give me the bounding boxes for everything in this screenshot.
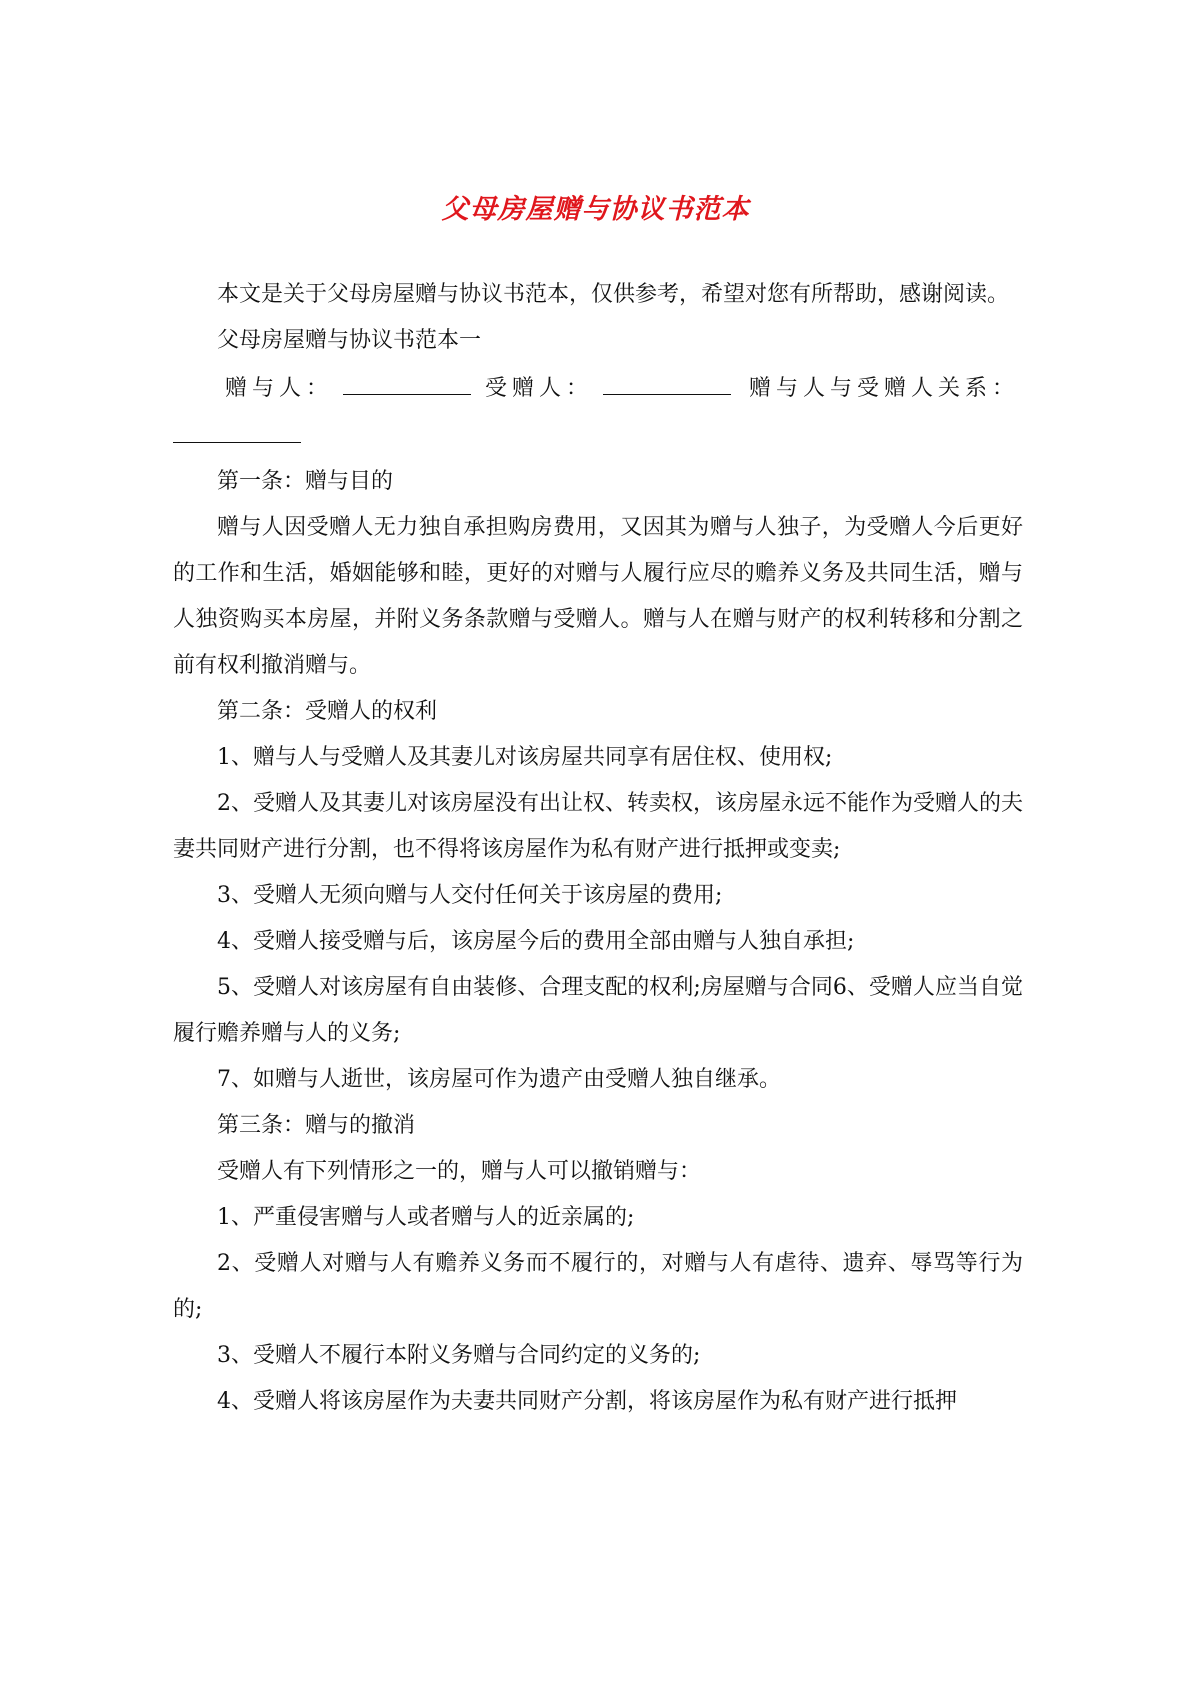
list-item: 2、受赠人对赠与人有赡养义务而不履行的，对赠与人有虐待、遗弃、辱骂等行为的;	[173, 1251, 1023, 1322]
document-body	[173, 272, 1023, 1425]
article-heading: 第二条：受赠人的权利	[217, 699, 438, 724]
relation-label: 赠与人与受赠人关系：	[749, 376, 1020, 401]
paragraph: 受赠人有下列情形之一的，赠与人可以撤销赠与：	[217, 1159, 702, 1184]
article-heading: 第一条：赠与目的	[217, 469, 394, 494]
list-item: 1、严重侵害赠与人或者赠与人的近亲属的;	[217, 1205, 635, 1230]
list-item: 4、受赠人将该房屋作为夫妻共同财产分割，将该房屋作为私有财产进行抵押	[217, 1389, 957, 1414]
article-heading: 第三条：赠与的撤消	[217, 1113, 416, 1138]
parties-line	[173, 364, 1023, 412]
list-item: 7、如赠与人逝世，该房屋可作为遗产由受赠人独自继承。	[217, 1067, 781, 1092]
list-item: 3、受赠人无须向赠与人交付任何关于该房屋的费用;	[217, 883, 723, 908]
document-title: 父母房屋赠与协议书范本	[441, 194, 750, 225]
list-item: 1、赠与人与受赠人及其妻儿对该房屋共同享有居住权、使用权;	[217, 745, 833, 770]
relation-blank	[173, 412, 301, 443]
donee-label: 受赠人：	[485, 376, 594, 401]
agreement-subtitle: 父母房屋赠与协议书范本一	[217, 328, 482, 353]
donor-blank	[343, 364, 471, 395]
paragraph: 赠与人因受赠人无力独自承担购房费用，又因其为赠与人独子，为受赠人今后更好的工作和生活，婚姻能够和睦，更好的对赠与人履行应尽的赡养义务及共同生活，赠与人独资购买本房屋，并附义务条款赠与受赠人。赠与人在赠与财产的权利转移和分割之前有权利撤消赠与。	[173, 515, 1023, 678]
list-item: 3、受赠人不履行本附义务赠与合同约定的义务的;	[217, 1343, 701, 1368]
donor-label: 赠与人：	[225, 376, 334, 401]
donee-blank	[603, 364, 731, 395]
list-item: 4、受赠人接受赠与后，该房屋今后的费用全部由赠与人独自承担;	[217, 929, 855, 954]
list-item: 5、受赠人对该房屋有自由装修、合理支配的权利;房屋赠与合同6、受赠人应当自觉履行赡养赠与人的义务;	[173, 975, 1023, 1046]
list-item: 2、受赠人及其妻儿对该房屋没有出让权、转卖权，该房屋永远不能作为受赠人的夫妻共同财产进行分割，也不得将该房屋作为私有财产进行抵押或变卖;	[173, 791, 1023, 862]
intro-paragraph: 本文是关于父母房屋赠与协议书范本，仅供参考，希望对您有所帮助，感谢阅读。	[217, 282, 1010, 307]
